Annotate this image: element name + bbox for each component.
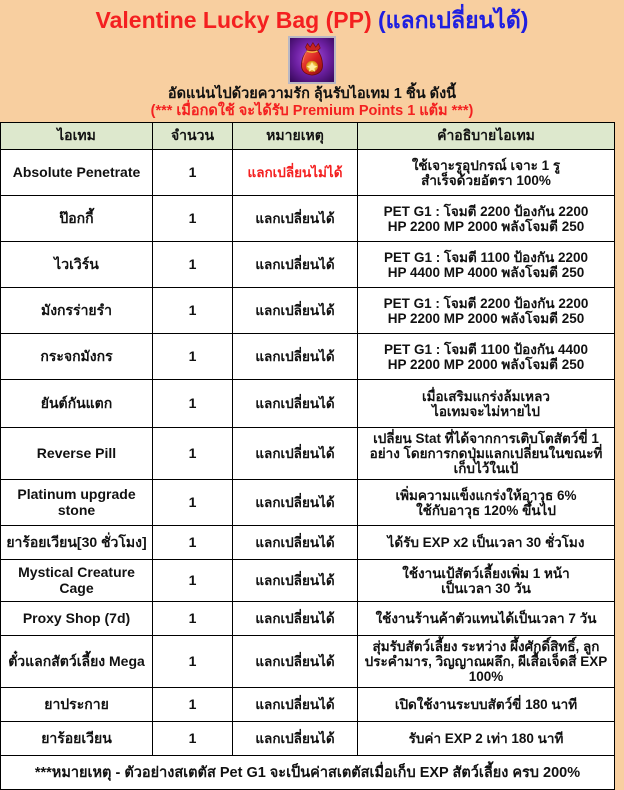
cell-description: ได้รับ EXP x2 เป็นเวลา 30 ชั่วโมง xyxy=(358,526,615,560)
cell-description: PET G1 : โจมตี 1100 ป้องกัน 2200 HP 4400 MP 4000 พลังโจมตี 250 xyxy=(358,242,615,288)
cell-description: PET G1 : โจมตี 2200 ป้องกัน 2200 HP 2200 MP 2000 พลังโจมตี 250 xyxy=(358,196,615,242)
bag-premium-note: (*** เมื่อกดใช้ จะได้รับ Premium Points 1 แต้ม ***) xyxy=(150,102,474,119)
cell-note-tradable: แลกเปลี่ยนได้ xyxy=(233,722,358,756)
cell-quantity: 1 xyxy=(153,688,233,722)
column-header-note: หมายเหตุ xyxy=(233,123,358,150)
items-table-body xyxy=(1,150,615,756)
cell-note-tradable: แลกเปลี่ยนได้ xyxy=(233,334,358,380)
cell-quantity: 1 xyxy=(153,380,233,428)
cell-quantity: 1 xyxy=(153,334,233,380)
items-table-head xyxy=(1,123,615,150)
table-row xyxy=(1,242,615,288)
cell-item-name: ไวเวิร์น xyxy=(1,242,153,288)
cell-description: ใช้งานร้านค้าตัวแทนได้เป็นเวลา 7 วัน xyxy=(358,602,615,636)
cell-note-tradable: แลกเปลี่ยนได้ xyxy=(233,602,358,636)
cell-description: เพิ่มความแข็งแกร่งให้อาวุธ 6% ใช้กับอาวุธ 120% ขึ้นไป xyxy=(358,480,615,526)
cell-description: ใช้เจาะรูอุปกรณ์ เจาะ 1 รู สำเร็จด้วยอัตรา 100% xyxy=(358,150,615,196)
cell-note-tradable: แลกเปลี่ยนได้ xyxy=(233,560,358,602)
cell-note-tradable: แลกเปลี่ยนได้ xyxy=(233,288,358,334)
cell-note-tradable: แลกเปลี่ยนได้ xyxy=(233,526,358,560)
table-row xyxy=(1,334,615,380)
cell-note-not-tradable: แลกเปลี่ยนไม่ได้ xyxy=(233,150,358,196)
cell-quantity: 1 xyxy=(153,242,233,288)
items-table-foot xyxy=(1,756,615,790)
cell-item-name: ยาร้อยเวียน[30 ชั่วโมง] xyxy=(1,526,153,560)
cell-description: PET G1 : โจมตี 1100 ป้องกัน 4400 HP 2200 MP 2000 พลังโจมตี 250 xyxy=(358,334,615,380)
cell-item-name: Mystical Creature Cage xyxy=(1,560,153,602)
cell-quantity: 1 xyxy=(153,526,233,560)
cell-item-name: Absolute Penetrate xyxy=(1,150,153,196)
items-table-container xyxy=(0,122,624,790)
table-row xyxy=(1,196,615,242)
cell-note-tradable: แลกเปลี่ยนได้ xyxy=(233,636,358,688)
column-header-quantity: จำนวน xyxy=(153,123,233,150)
cell-note-tradable: แลกเปลี่ยนได้ xyxy=(233,428,358,480)
cell-quantity: 1 xyxy=(153,636,233,688)
cell-quantity: 1 xyxy=(153,560,233,602)
items-table xyxy=(0,122,615,790)
cell-item-name: กระจกมังกร xyxy=(1,334,153,380)
cell-item-name: ยาร้อยเวียน xyxy=(1,722,153,756)
cell-note-tradable: แลกเปลี่ยนได้ xyxy=(233,688,358,722)
column-header-item: ไอเทม xyxy=(1,123,153,150)
footnote-text: ***หมายเหตุ - ตัวอย่างสเตตัส Pet G1 จะเป็นค่าสเตตัสเมื่อเก็บ EXP สัตว์เลี้ยง ครบ 200% xyxy=(1,756,615,790)
table-row xyxy=(1,526,615,560)
table-row xyxy=(1,480,615,526)
cell-item-name: Proxy Shop (7d) xyxy=(1,602,153,636)
cell-item-name: ยาประกาย xyxy=(1,688,153,722)
cell-item-name: ป๊อกกี้ xyxy=(1,196,153,242)
cell-description: ใช้งานเป้สัตว์เลี้ยงเพิ่ม 1 หน้า เป็นเวลา 30 วัน xyxy=(358,560,615,602)
lucky-bag-icon-frame xyxy=(288,36,336,84)
cell-item-name: มังกรร่ายรำ xyxy=(1,288,153,334)
table-row xyxy=(1,602,615,636)
cell-description: PET G1 : โจมตี 2200 ป้องกัน 2200 HP 2200 MP 2000 พลังโจมตี 250 xyxy=(358,288,615,334)
page-header xyxy=(0,0,624,122)
table-row xyxy=(1,560,615,602)
cell-note-tradable: แลกเปลี่ยนได้ xyxy=(233,242,358,288)
cell-description: เปิดใช้งานระบบสัตว์ขี่ 180 นาที xyxy=(358,688,615,722)
table-row xyxy=(1,722,615,756)
table-row xyxy=(1,636,615,688)
cell-description: สุ่มรับสัตว์เลี้ยง ระหว่าง ผึ้งศักดิ์สิทธิ์, ลูก ประคำมาร, วิญญาณผลึก, ผีเสื้อเจ็ดสี EXP 100% xyxy=(358,636,615,688)
cell-note-tradable: แลกเปลี่ยนได้ xyxy=(233,480,358,526)
cell-item-name: ตั๋วแลกสัตว์เลี้ยง Mega xyxy=(1,636,153,688)
cell-quantity: 1 xyxy=(153,602,233,636)
cell-description: เมื่อเสริมแกร่งล้มเหลว ไอเทมจะไม่หายไป xyxy=(358,380,615,428)
lucky-bag-item-icon xyxy=(288,36,336,84)
table-row xyxy=(1,688,615,722)
cell-item-name: Reverse Pill xyxy=(1,428,153,480)
table-row xyxy=(1,380,615,428)
cell-description: เปลี่ยน Stat ที่ได้จากการเติบโตสัตว์ขี่ 1 อย่าง โดยการกดปุ่มแลกเปลี่ยนในขณะที่ เก็บไว้ในเป้ xyxy=(358,428,615,480)
cell-quantity: 1 xyxy=(153,288,233,334)
cell-item-name: Platinum upgrade stone xyxy=(1,480,153,526)
page-title xyxy=(0,8,624,33)
cell-note-tradable: แลกเปลี่ยนได้ xyxy=(233,380,358,428)
column-header-description: คำอธิบายไอเทม xyxy=(358,123,615,150)
page-title-main: Valentine Lucky Bag (PP) xyxy=(95,7,379,33)
footnote-row xyxy=(1,756,615,790)
cell-note-tradable: แลกเปลี่ยนได้ xyxy=(233,196,358,242)
table-header-row xyxy=(1,123,615,150)
table-row xyxy=(1,428,615,480)
table-row xyxy=(1,288,615,334)
cell-quantity: 1 xyxy=(153,428,233,480)
cell-quantity: 1 xyxy=(153,196,233,242)
cell-quantity: 1 xyxy=(153,150,233,196)
table-row xyxy=(1,150,615,196)
cell-description: รับค่า EXP 2 เท่า 180 นาที xyxy=(358,722,615,756)
bag-description: อัดแน่นไปด้วยความรัก ลุ้นรับไอเทม 1 ชิ้น ดังนี้ xyxy=(167,85,457,102)
cell-item-name: ยันต์กันแตก xyxy=(1,380,153,428)
page-title-sub: (แลกเปลี่ยนได้) xyxy=(378,7,529,33)
cell-quantity: 1 xyxy=(153,722,233,756)
cell-quantity: 1 xyxy=(153,480,233,526)
